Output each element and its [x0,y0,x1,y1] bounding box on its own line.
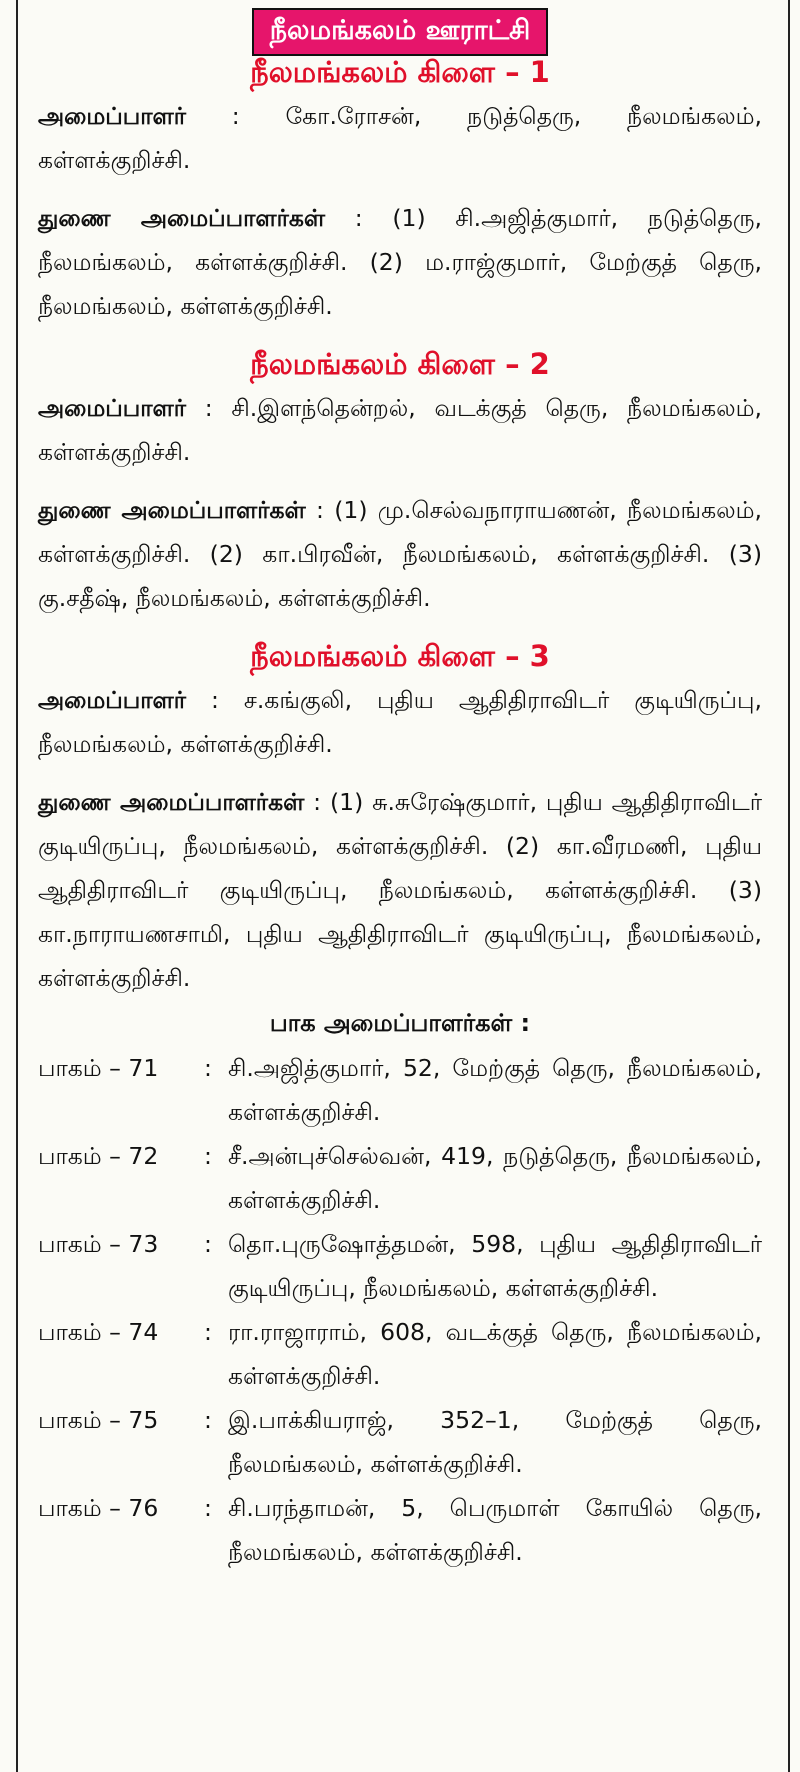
branch-heading: நீலமங்கலம் கிளை – 2 [250,347,550,381]
part-label: பாகம் – 72 [38,1142,159,1170]
branch-heading: நீலமங்கலம் கிளை – 3 [250,639,550,673]
organizer-label: அமைப்பாளர் [38,394,186,422]
part-row [38,1222,762,1310]
title-wrap [38,0,762,50]
organizer-text: ச.கங்குலி, புதிய ஆதிதிராவிடர் குடியிருப்பு, நீலமங்கலம், கள்ளக்குறிச்சி. [38,686,762,758]
part-colon: : [204,1230,212,1258]
part-colon: : [204,1406,212,1434]
part-text: இ.பாக்கியராஜ், 352–1, மேற்குத் தெரு, நீலமங்கலம், கள்ளக்குறிச்சி. [228,1406,762,1478]
part-label: பாகம் – 71 [38,1054,159,1082]
deputies-paragraph: துணை அமைப்பாளர்கள் : (1) சு.சுரேஷ்குமார், புதிய ஆதிதிராவிடர் குடியிருப்பு, நீலமங்கலம், கள்ளக்குறிச்சி. (2) கா.வீரமணி, புதிய ஆதிதிராவிடர் குடியிருப்பு, நீலமங்கலம், கள்ளக்குறிச்சி. (3) கா.நாராயணசாமி, புதிய ஆதிதிராவிடர் குடியிருப்பு, நீலமங்கலம், கள்ளக்குறிச்சி. [38,788,763,992]
part-row [38,1046,762,1134]
left-border [16,0,18,1772]
part-colon: : [204,1318,212,1346]
part-label: பாகம் – 74 [38,1318,159,1346]
organizer-text: சி.இளந்தென்றல், வடக்குத் தெரு, நீலமங்கலம், கள்ளக்குறிச்சி. [38,394,762,466]
part-text: சீ.அன்புச்செல்வன், 419, நடுத்தெரு, நீலமங்கலம், கள்ளக்குறிச்சி. [228,1142,762,1214]
deputies-label: துணை அமைப்பாளர்கள் [38,204,326,232]
deputies-paragraph: துணை அமைப்பாளர்கள் : (1) மு.செல்வநாராயணன், நீலமங்கலம், கள்ளக்குறிச்சி. (2) கா.பிரவீன், நீலமங்கலம், கள்ளக்குறிச்சி. (3) கு.சதீஷ், நீலமங்கலம், கள்ளக்குறிச்சி. [38,496,763,612]
page-title: நீலமங்கலம் ஊராட்சி [252,8,549,56]
right-border [788,0,790,1772]
part-label: பாகம் – 76 [38,1494,159,1522]
deputies-text: (1) மு.செல்வநாராயணன், நீலமங்கலம், கள்ளக்குறிச்சி. (2) கா.பிரவீன், நீலமங்கலம், கள்ளக்குறிச்சி. (3) கு.சதீஷ், நீலமங்கலம், கள்ளக்குறிச்சி. [38,496,763,612]
part-text: ரா.ராஜாராம், 608, வடக்குத் தெரு, நீலமங்கலம், கள்ளக்குறிச்சி. [228,1318,762,1390]
part-label: பாகம் – 75 [38,1406,159,1434]
part-row [38,1398,762,1486]
part-text: சி.பரந்தாமன், 5, பெருமாள் கோயில் தெரு, நீலமங்கலம், கள்ளக்குறிச்சி. [228,1494,762,1566]
part-row [38,1486,762,1574]
organizer-paragraph: அமைப்பாளர் : சி.இளந்தென்றல், வடக்குத் தெரு, நீலமங்கலம், கள்ளக்குறிச்சி. [38,394,762,466]
organizer-paragraph: அமைப்பாளர் : ச.கங்குலி, புதிய ஆதிதிராவிடர் குடியிருப்பு, நீலமங்கலம், கள்ளக்குறிச்சி. [38,686,762,758]
part-colon: : [204,1054,212,1082]
part-text: சி.அஜித்குமார், 52, மேற்குத் தெரு, நீலமங்கலம், கள்ளக்குறிச்சி. [228,1054,762,1126]
part-row [38,1310,762,1398]
organizer-paragraph: அமைப்பாளர் : கோ.ரோசன், நடுத்தெரு, நீலமங்கலம், கள்ளக்குறிச்சி. [38,102,762,174]
branch-heading: நீலமங்கலம் கிளை – 1 [250,55,550,89]
deputies-label: துணை அமைப்பாளர்கள் [38,788,305,816]
part-row [38,1134,762,1222]
part-label: பாகம் – 73 [38,1230,159,1258]
deputies-label: துணை அமைப்பாளர்கள் [38,496,306,524]
organizer-text: கோ.ரோசன், நடுத்தெரு, நீலமங்கலம், கள்ளக்குறிச்சி. [38,102,762,174]
part-text: தொ.புருஷோத்தமன், 598, புதிய ஆதிதிராவிடர் குடியிருப்பு, நீலமங்கலம், கள்ளக்குறிச்சி. [228,1230,762,1302]
organizer-label: அமைப்பாளர் [38,102,186,130]
section-heading: பாக அமைப்பாளர்கள் : [269,1009,531,1037]
part-colon: : [204,1142,212,1170]
deputies-paragraph: துணை அமைப்பாளர்கள் : (1) சி.அஜித்குமார், நடுத்தெரு, நீலமங்கலம், கள்ளக்குறிச்சி. (2) ம.ராஜ்குமார், மேற்குத் தெரு, நீலமங்கலம், கள்ளக்குறிச்சி. [38,204,763,320]
deputies-text: (1) சி.அஜித்குமார், நடுத்தெரு, நீலமங்கலம், கள்ளக்குறிச்சி. (2) ம.ராஜ்குமார், மேற்குத் தெரு, நீலமங்கலம், கள்ளக்குறிச்சி. [38,204,763,320]
organizer-label: அமைப்பாளர் [38,686,186,714]
deputies-text: (1) சு.சுரேஷ்குமார், புதிய ஆதிதிராவிடர் குடியிருப்பு, நீலமங்கலம், கள்ளக்குறிச்சி. (2) கா.வீரமணி, புதிய ஆதிதிராவிடர் குடியிருப்பு, நீலமங்கலம், கள்ளக்குறிச்சி. (3) கா.நாராயணசாமி, புதிய ஆதிதிராவிடர் குடியிருப்பு, நீலமங்கலம், கள்ளக்குறிச்சி. [38,788,763,992]
part-colon: : [204,1494,212,1522]
